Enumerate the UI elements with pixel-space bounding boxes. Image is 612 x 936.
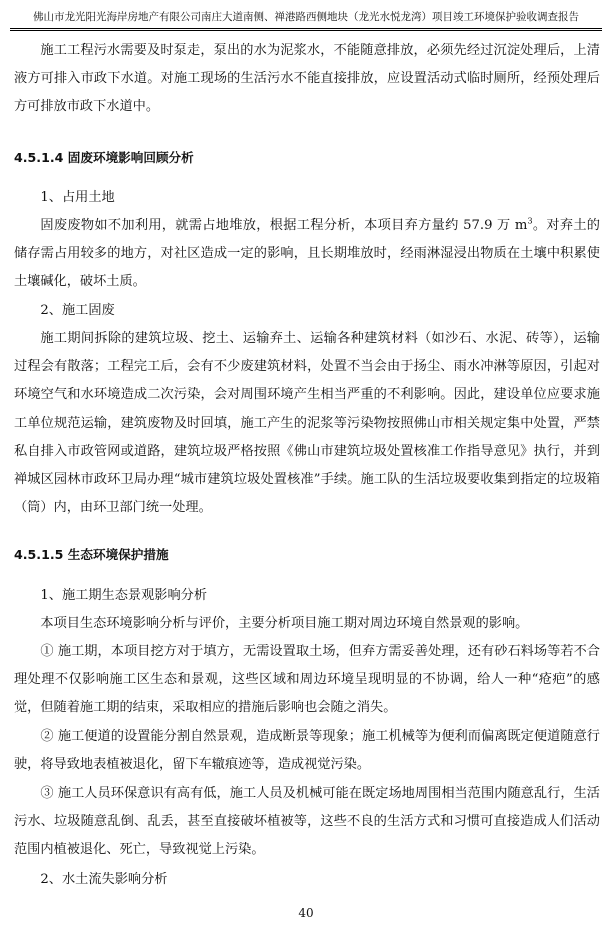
section-heading-4515: 4.5.1.5 生态环境保护措施: [14, 547, 169, 562]
paragraph-eco-point-2: ② 施工便道的设置能分割自然景观，造成断景等现象；施工机械等为便利而偏离既定便道随意行驶，将导致地表植被退化，留下车辙痕迹等，造成视觉污染。: [14, 729, 600, 773]
paragraph-occupied-land: [14, 212, 600, 297]
item-occupied-land: 1、占用土地: [40, 190, 115, 205]
running-header: 佛山市龙光阳光海岸房地产有限公司南庄大道南侧、禅港路西侧地块（龙光水悦龙湾）项目竣工环境保护验收调查报告: [33, 11, 579, 23]
land-text-a: 固废废物如不加利用，就需占地堆放，根据工程分析，本项目弃方量约 57.9 万 m: [40, 218, 528, 233]
item-construction-waste: 2、施工固废: [40, 303, 115, 318]
item-landscape: 1、施工期生态景观影响分析: [40, 588, 208, 603]
paragraph-construction-waste: 施工期间拆除的建筑垃圾、挖土、运输弃土、运输各种建筑材料（如沙石、水泥、砖等），运输过程会有散落；工程完工后，会有不少废建筑材料，处置不当会由于扬尘、雨水冲淋等原因，引起对环境空气和水环境造成二次污染，会对周围环境产生相当严重的不利影响。因此，建设单位应要求施工单位规范运输，建筑废物及时回填，施工产生的泥浆等污染物按照佛山市相关规定集中处置，严禁私自排入市政管网或道路，建筑垃圾严格按照《佛山市建筑垃圾处置核准工作指导意见》执行，并到禅城区园林市政环卫局办理“城市建筑垃圾处置核准”手续。施工队的生活垃圾要收集到指定的垃圾箱（筒）内，由环卫部门统一处理。: [14, 331, 600, 516]
paragraph-eco-point-1: ① 施工期，本项目挖方对于填方，无需设置取土场，但弃方需妥善处理，还有砂石料场等若不合理处理不仅影响施工区生态和景观，这些区域和周边环境呈现明显的不协调，给人一种“疮疤”的感觉，但随着施工期的结束，采取相应的措施后影响也会随之消失。: [14, 644, 600, 716]
item-soil-erosion: 2、水土流失影响分析: [40, 872, 168, 887]
paragraph-eco-point-3: ③ 施工人员环保意识有高有低，施工人员及机械可能在既定场地周围相当范围内随意乱行，生活污水、垃圾随意乱倒、乱丢，甚至直接破坏植被等，这些不良的生活方式和习惯可直接造成人们活动范围内植被退化、死亡，导致视觉上污染。: [14, 786, 600, 858]
section-heading-4514: 4.5.1.4 固废环境影响回顾分析: [14, 150, 194, 165]
land-superscript: 3: [527, 216, 533, 226]
paragraph-eco-intro: 本项目生态环境影响分析与评价，主要分析项目施工期对周边环境自然景观的影响。: [40, 616, 529, 631]
header-rule-secondary: [10, 30, 602, 31]
header-rule: [10, 28, 602, 29]
paragraph-wastewater: 施工工程污水需要及时泵走，泵出的水为泥浆水，不能随意排放，必须先经过沉淀处理后，上清液方可排入市政下水道。对施工现场的生活污水不能直接排放，应设置活动式临时厕所，经预处理后方可排放市政下水道中。: [14, 43, 600, 115]
land-text-b: 。对弃土的储存需占用较多的地方，对社区造成一定的影响，且长期堆放时，经雨淋湿浸出物质在土壤中积累使土壤碱化，破坏土质。: [14, 218, 600, 290]
page-number: 40: [298, 906, 314, 920]
